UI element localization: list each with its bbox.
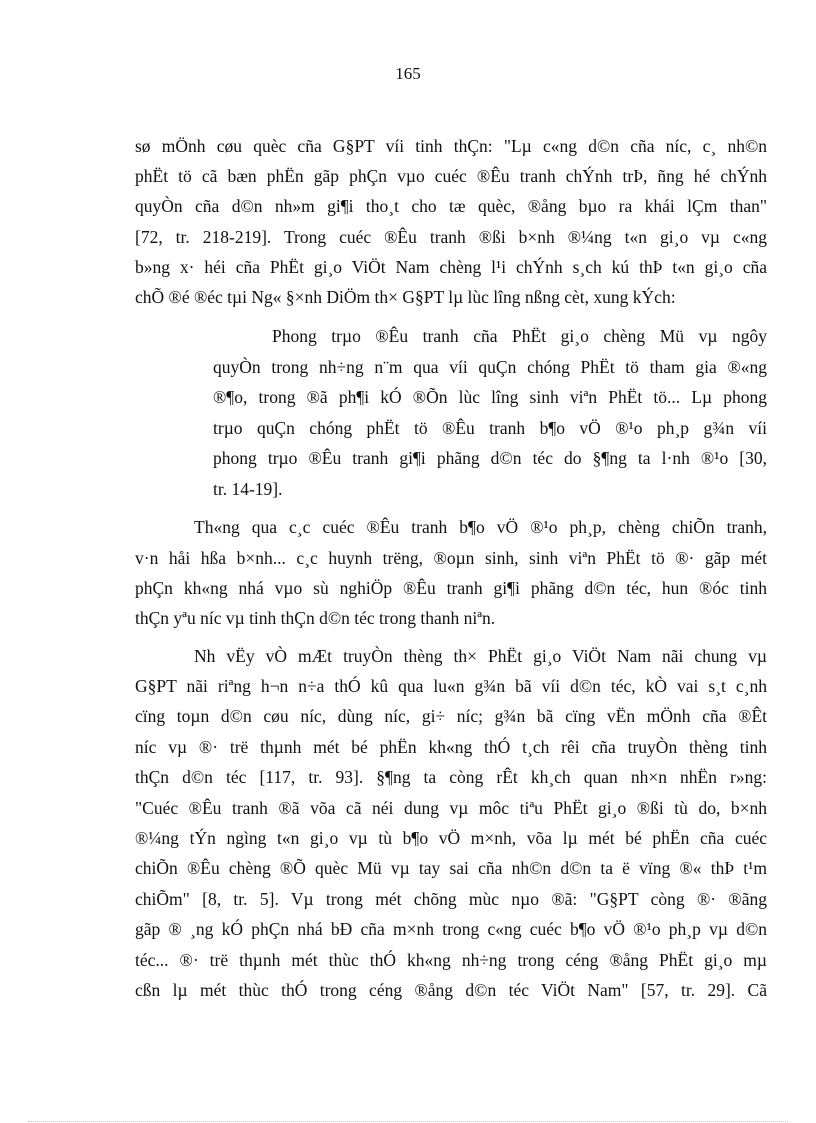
- text-line: b»ng x· héi cña PhËt gi¸o ViÖt Nam chèng l¹i chÝnh s¸ch kú thÞ t«n gi¸o cña: [135, 257, 767, 277]
- text-line: gãp ® ¸ng kÓ phÇn nhá bÐ cña m×nh trong c«ng cuéc b¶o vÖ ®¹o ph¸p vµ d©n: [135, 919, 767, 939]
- text-line: chÕ ®é ®éc tµi Ng« §×nh DiÖm th× G§PT lµ lùc lîng nßng cèt, xung kÝch:: [135, 287, 676, 307]
- text-line: ®¼ng tÝn ngìng t«n gi¸o vµ tù b¶o vÖ m×nh, võa lµ mét bé phËn cña cuéc: [135, 828, 767, 848]
- text-line: chiÕm" [8, tr. 5]. Vµ trong mét chõng mùc nµo ®ã: "G§PT còng ®· ®ãng: [135, 889, 767, 909]
- quote-line: phong trµo ®Êu tranh gi¶i phãng d©n téc do §¶ng ta l·nh ®¹o [30,: [213, 448, 767, 468]
- quote-line: tr. 14-19].: [213, 479, 283, 499]
- text-line: phÇn kh«ng nhá vµo sù nghiÖp ®Êu tranh gi¶i phãng d©n téc, hun ®óc tinh: [135, 578, 767, 598]
- quote-line: quyÒn trong nh÷ng n¨m qua víi quÇn chóng PhËt tö tham gia ®«ng: [213, 357, 767, 377]
- quote-line: Phong trµo ®Êu tranh cña PhËt gi¸o chèng Mü vµ ngôy: [272, 326, 767, 346]
- text-line: cßn lµ mét thùc thÓ trong céng ®ång d©n téc ViÖt Nam" [57, tr. 29]. Cã: [135, 980, 767, 1000]
- text-line: thÇn yªu níc vµ tinh thÇn d©n téc trong thanh niªn.: [135, 608, 496, 628]
- text-line: quyÒn cña d©n nh»m gi¶i tho¸t cho tæ quèc, ®ång bµo ra khái lÇm than": [135, 196, 767, 216]
- text-line: Nh vËy vÒ mÆt truyÒn thèng th× PhËt gi¸o ViÖt Nam nãi chung vµ: [194, 646, 767, 666]
- quote-line: ®¶o, trong ®ã ph¶i kÓ ®Õn lùc lîng sinh viªn PhËt tö... Lµ phong: [213, 387, 767, 407]
- page-number: 165: [395, 64, 421, 83]
- text-line: phËt tö cã bæn phËn gãp phÇn vµo cuéc ®Êu tranh chÝnh trÞ, ñng hé chÝnh: [135, 166, 767, 186]
- text-line: sø mÖnh cøu quèc cña G§PT víi tinh thÇn: "Lµ c«ng d©n cña níc, c¸ nh©n: [135, 136, 767, 156]
- text-line: "Cuéc ®Êu tranh ®ã võa cã néi dung vµ môc tiªu PhËt gi¸o ®ßi tù do, b×nh: [135, 798, 767, 818]
- text-line: níc vµ ®· trë thµnh mét bé phËn kh«ng thÓ t¸ch rêi cña truyÒn thèng tinh: [135, 737, 767, 757]
- text-line: thÇn d©n téc [117, tr. 93]. §¶ng ta còng rÊt kh¸ch quan nh×n nhËn r»ng:: [135, 767, 767, 787]
- text-line: v·n håi hßa b×nh... c¸c huynh trëng, ®oµn sinh, sinh viªn PhËt tö ®· gãp mét: [135, 548, 767, 568]
- page-bottom-rule: [28, 1121, 788, 1122]
- quote-line: trµo quÇn chóng phËt tö ®Êu tranh b¶o vÖ ®¹o ph¸p g¾n víi: [213, 418, 767, 438]
- text-line: G§PT nãi riªng h¬n n÷a thÓ kû qua lu«n g¾n bã víi d©n téc, kÒ vai s¸t c¸nh: [135, 676, 767, 696]
- text-line: chiÕn ®Êu chèng ®Õ quèc Mü vµ tay sai cña nh©n d©n ta ë vïng ®« thÞ t¹m: [135, 858, 767, 878]
- text-line: [72, tr. 218-219]. Trong cuéc ®Êu tranh ®ßi b×nh ®¼ng t«n gi¸o vµ c«ng: [135, 227, 767, 247]
- text-line: cïng toµn d©n cøu níc, dùng níc, gi÷ níc; g¾n bã cïng vËn mÖnh cña ®Êt: [135, 706, 767, 726]
- text-line: téc... ®· trë thµnh mét thùc thÓ kh«ng nh÷ng trong céng ®ång PhËt gi¸o mµ: [135, 950, 767, 970]
- text-line: Th«ng qua c¸c cuéc ®Êu tranh b¶o vÖ ®¹o ph¸p, chèng chiÕn tranh,: [194, 517, 767, 537]
